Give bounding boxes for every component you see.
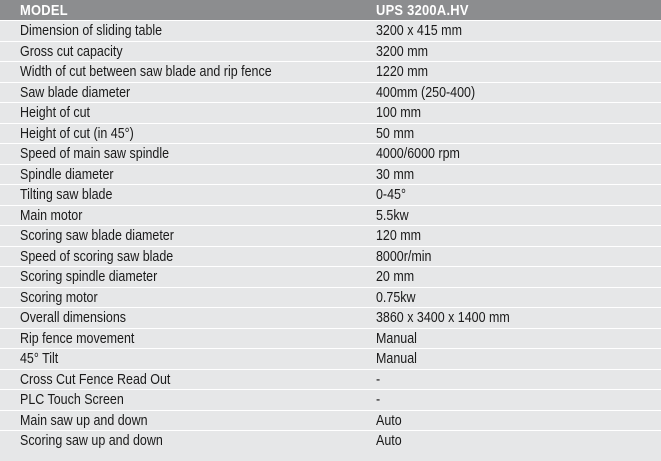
spec-label: Height of cut (in 45°): [20, 125, 134, 142]
spec-value: 4000/6000 rpm: [376, 146, 460, 162]
spec-value: 3200 x 415 mm: [376, 23, 462, 39]
spec-value: 20 mm: [376, 269, 415, 285]
spec-value: 1220 mm: [376, 64, 428, 80]
spec-value: Auto: [376, 433, 402, 449]
model-header-label: MODEL: [20, 2, 68, 19]
table-header: [0, 0, 661, 21]
spec-label: Scoring spindle diameter: [20, 269, 158, 285]
spec-value: 3860 x 3400 x 1400 mm: [376, 310, 510, 326]
spec-value: Auto: [376, 412, 402, 429]
table-row: [0, 431, 661, 452]
spec-value: -: [376, 392, 381, 408]
spec-label: Saw blade diameter: [20, 84, 131, 101]
spec-label: Spindle diameter: [20, 166, 114, 183]
spec-label: Rip fence movement: [20, 330, 135, 347]
spec-value: 3200 mm: [376, 43, 428, 60]
spec-label: Tilting saw blade: [20, 187, 113, 203]
spec-label: Scoring saw blade diameter: [20, 228, 174, 244]
table-row: [0, 62, 661, 83]
spec-label: Speed of scoring saw blade: [20, 248, 174, 265]
spec-label: Main motor: [20, 207, 83, 224]
spec-value: 120 mm: [376, 228, 422, 244]
spec-label: Overall dimensions: [20, 310, 127, 326]
table-row: [0, 165, 661, 186]
spec-value: 0-45°: [376, 187, 406, 203]
spec-label: Gross cut capacity: [20, 43, 123, 60]
table-row: [0, 83, 661, 104]
spec-value: 50 mm: [376, 125, 415, 142]
spec-label: PLC Touch Screen: [20, 392, 124, 408]
spec-label: Scoring saw up and down: [20, 433, 163, 449]
spec-value: 400mm (250-400): [376, 84, 476, 101]
table-row: [0, 185, 661, 206]
table-row: [0, 226, 661, 247]
table-row: [0, 288, 661, 309]
spec-value: 8000r/min: [376, 248, 432, 265]
model-header-value: UPS 3200A.HV: [376, 2, 469, 19]
table-row: [0, 308, 661, 329]
spec-value: Manual: [376, 330, 417, 347]
spec-value: 0.75kw: [376, 289, 416, 306]
spec-label: Height of cut: [20, 105, 91, 121]
spec-value: 100 mm: [376, 105, 422, 121]
spec-label: Cross Cut Fence Read Out: [20, 371, 171, 388]
table-row: [0, 42, 661, 63]
table-row: [0, 144, 661, 165]
table-row: [0, 390, 661, 411]
spec-value: 5.5kw: [376, 207, 409, 224]
spec-label: Dimension of sliding table: [20, 23, 163, 39]
spec-value: 30 mm: [376, 166, 415, 183]
spec-value: -: [376, 371, 381, 388]
spec-label: Width of cut between saw blade and rip fence: [20, 64, 272, 80]
table-row: [0, 329, 661, 350]
spec-label: Main saw up and down: [20, 412, 148, 429]
spec-label: Speed of main saw spindle: [20, 146, 170, 162]
table-row: [0, 349, 661, 370]
table-row: [0, 247, 661, 268]
table-row: [0, 21, 661, 42]
table-row: [0, 206, 661, 227]
spec-label: 45° Tilt: [20, 351, 59, 367]
spec-value: Manual: [376, 351, 417, 367]
table-row: [0, 103, 661, 124]
table-row: [0, 370, 661, 391]
table-row: [0, 267, 661, 288]
table-row: [0, 124, 661, 145]
spec-label: Scoring motor: [20, 289, 98, 306]
table-row: [0, 411, 661, 432]
